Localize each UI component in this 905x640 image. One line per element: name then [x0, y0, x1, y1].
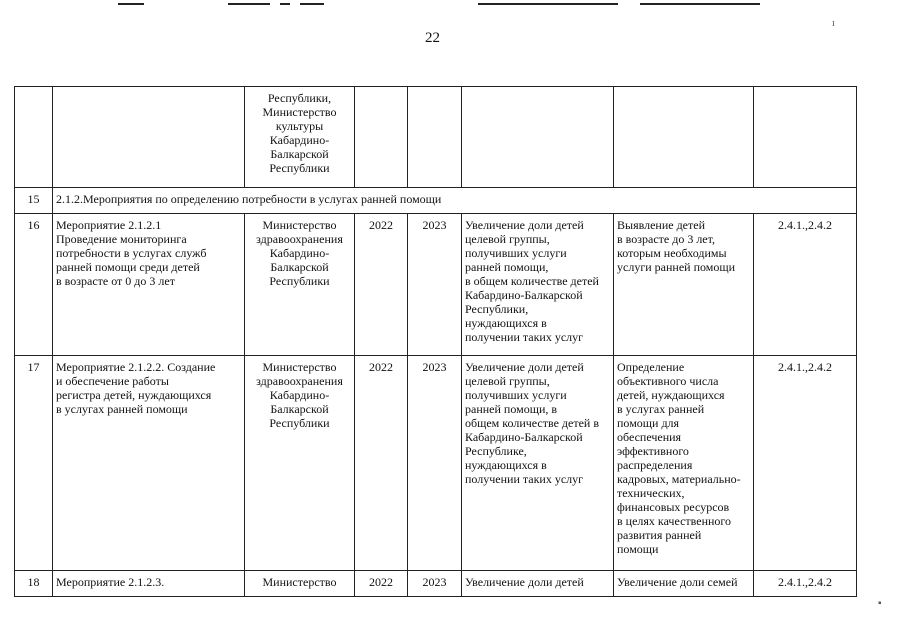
start-year-cell — [355, 87, 408, 188]
page-number: 22 — [425, 30, 440, 46]
table-row — [15, 87, 857, 188]
row-number-cell: 17 — [15, 356, 53, 571]
responsible-cell: Министерство здравоохранения Кабардино- Балкарской Республики — [245, 214, 355, 356]
end-year-cell — [408, 87, 462, 188]
result-cell: Увеличение доли детей целевой группы, получивших услуги ранней помощи, в общем количестве детей в Кабардино-Балкарской Республике, нуждающихся в получении таких услуг — [462, 356, 614, 571]
indicators-cell: 2.4.1.,2.4.2 — [754, 356, 857, 571]
row-number-cell: 15 — [15, 188, 53, 214]
end-year-cell: 2023 — [408, 571, 462, 597]
table-row — [15, 188, 857, 214]
event-cell: Мероприятие 2.1.2.3. — [53, 571, 245, 597]
start-year-cell: 2022 — [355, 214, 408, 356]
scan-artifact-line — [280, 3, 290, 5]
end-year-cell: 2023 — [408, 356, 462, 571]
indicators-cell: 2.4.1.,2.4.2 — [754, 214, 857, 356]
indicators-cell: 2.4.1.,2.4.2 — [754, 571, 857, 597]
table-row — [15, 214, 857, 356]
start-year-cell: 2022 — [355, 356, 408, 571]
result-cell: Увеличение доли детей — [462, 571, 614, 597]
scan-artifact-line — [478, 3, 618, 5]
event-cell: Мероприятие 2.1.2.1 Проведение мониторинга потребности в услугах служб ранней помощи среди детей в возрасте от 0 до 3 лет — [53, 214, 245, 356]
responsible-cell: Министерство здравоохранения Кабардино- Балкарской Республики — [245, 356, 355, 571]
scan-mark: ı — [832, 18, 835, 29]
event-cell — [53, 87, 245, 188]
row-number-cell: 16 — [15, 214, 53, 356]
row-number-cell: 18 — [15, 571, 53, 597]
analysis-cell — [614, 87, 754, 188]
indicators-cell — [754, 87, 857, 188]
analysis-cell: Выявление детей в возрасте до 3 лет, которым необходимы услуги ранней помощи — [614, 214, 754, 356]
analysis-cell: Определение объективного числа детей, нуждающихся в услугах ранней помощи для обеспечения эффективного распределения кадровых, материально- технических, финансовых ресурсов в целях качественного развития ранней помощи — [614, 356, 754, 571]
table-row — [15, 356, 857, 571]
section-title-cell: 2.1.2.Мероприятия по определению потребности в услугах ранней помощи — [53, 188, 857, 214]
result-cell — [462, 87, 614, 188]
plan-table — [14, 86, 857, 597]
responsible-cell: Республики, Министерство культуры Кабардино- Балкарской Республики — [245, 87, 355, 188]
scan-artifact-line — [118, 3, 144, 5]
table-row — [15, 571, 857, 597]
event-cell: Мероприятие 2.1.2.2. Создание и обеспечение работы регистра детей, нуждающихся в услугах ранней помощи — [53, 356, 245, 571]
scan-mark: ▪ — [878, 598, 882, 609]
analysis-cell: Увеличение доли семей — [614, 571, 754, 597]
row-number-cell — [15, 87, 53, 188]
scan-artifact-line — [228, 3, 270, 5]
result-cell: Увеличение доли детей целевой группы, получивших услуги ранней помощи, в общем количестве детей Кабардино-Балкарской Республики, нуждающихся в получении таких услуг — [462, 214, 614, 356]
scan-artifact-line — [300, 3, 324, 5]
responsible-cell: Министерство — [245, 571, 355, 597]
end-year-cell: 2023 — [408, 214, 462, 356]
start-year-cell: 2022 — [355, 571, 408, 597]
scan-artifact-line — [640, 3, 760, 5]
